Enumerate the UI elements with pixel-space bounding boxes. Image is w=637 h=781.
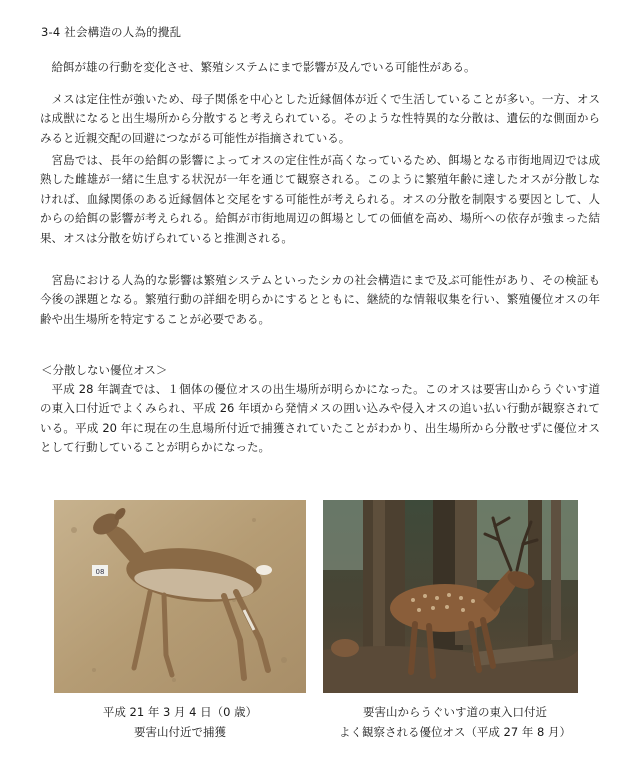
fawn-illustration (54, 500, 306, 693)
paragraph-intro: 給餌が雄の行動を変化させ、繁殖システムにまで影響が及んでいる可能性がある。 (51, 60, 476, 74)
paragraph-miyajima: 宮島では、長年の給餌の影響によってオスの定住性が高くなっているため、餌場となる市街地周辺では成熟した雌雄が一緒に生息する状況が一年を通じて観察される。このように繁殖年齢に達したオスが分散しなければ、血縁関係のある近縁個体と交尾をする可能性が考えられる。オスの分散を制限する要因として、人からの給餌の影響が考えられる。給餌が市街地周辺の餌場としての価値を高め、場所への依存が強まった結果、オスは分散を妨げられていると推測される。 (40, 153, 600, 245)
fawn-photo-caption (54, 702, 306, 742)
stag-illustration (323, 500, 578, 693)
stag-caption-description: よく観察される優位オス（平成 27 年 8 月） (339, 725, 571, 739)
paragraph-dispersal: メスは定住性が強いため、母子関係を中心とした近縁個体が近くで生活していることが多い。一方、オスは成獣になると出生場所から分散すると考えられている。そのような性特異的な分散は、遺伝的な側面からみると近親交配の回避につながる可能性が指摘されている。 (40, 92, 600, 145)
paragraph-dominant-male: 平成 28 年調査では、１個体の優位オスの出生場所が明らかになった。このオスは要害山からうぐいす道の東入口付近でよくみられ、平成 26 年頃から発情メスの囲い込みや侵入オスの追い払い行動が観察されている。平成 20 年に現在の生息場所付近で捕獲されていたことがわかり、出生場所から分散せずに優位オスとして行動していることが明らかになった。 (40, 382, 600, 455)
fawn-caption-date: 平成 21 年 3 月 4 日（0 歳） (102, 705, 258, 719)
captured-fawn-photo (54, 500, 306, 693)
stag-photo-caption (310, 702, 600, 742)
stag-caption-location: 要害山からうぐいす道の東入口付近 (363, 705, 547, 719)
dominant-stag-photo (323, 500, 578, 693)
subsection-heading: ＜分散しない優位オス＞ (41, 363, 168, 377)
section-heading: 3-4 社会構造の人為的攪乱 (41, 25, 182, 39)
ear-tag-label: 08 (95, 568, 105, 576)
fawn-caption-location: 要害山付近で捕獲 (134, 725, 226, 739)
paragraph-impact: 宮島における人為的な影響は繁殖システムといったシカの社会構造にまで及ぶ可能性があり、その検証も今後の課題となる。繁殖行動の詳細を明らかにするとともに、継続的な情報収集を行い、繁殖優位オスの年齢や出生場所を特定することが必要である。 (40, 273, 600, 326)
